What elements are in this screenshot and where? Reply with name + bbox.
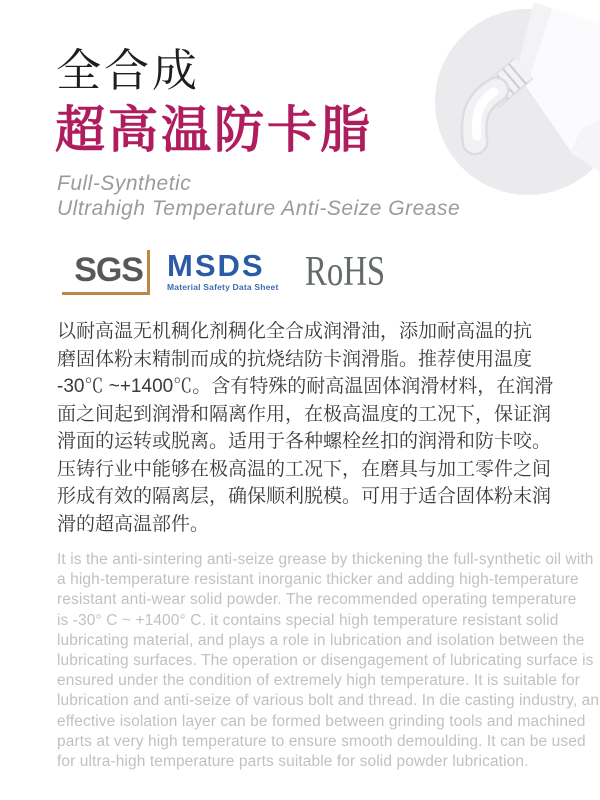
text-line: -30℃ ~+1400℃。含有特殊的耐高温固体润滑材料，在润滑 (57, 376, 554, 397)
product-subtitle-en-line2: Ultrahigh Temperature Anti-Seize Grease (57, 197, 461, 220)
sgs-logo (62, 252, 150, 295)
text-line: 面之间起到润滑和隔离作用，在极高温度的工况下，保证润 (57, 403, 552, 425)
text-line: 磨固体粉末精制而成的抗烧结防卡润滑脂。推荐使用温度 (57, 348, 533, 370)
text-line: effective isolation layer can be formed between grinding tools and machined (57, 712, 586, 730)
msds-logo (167, 250, 293, 292)
text-line: lubricating material, and plays a role in lubrication and isolation between the (57, 631, 585, 649)
text-line: 以耐高温无机稠化剂稠化全合成润滑油，添加耐高温的抗 (57, 321, 533, 342)
text-line: 形成有效的隔离层，确保顺利脱模。可用于适合固体粉末润 (57, 486, 552, 507)
text-line: 滑的超高温部件。 (57, 513, 210, 535)
text-line: for ultra-high temperature parts suitable for solid powder lubrication. (57, 753, 529, 771)
product-title-cn: 全合成 (56, 45, 201, 96)
text-line: 滑面的运转或脱离。适用于各种螺栓丝扣的润滑和防卡咬。 (57, 431, 552, 452)
text-line: lubrication and anti-seize of various bolt and thread. In die casting industry, an (57, 692, 600, 710)
text-line: lubricating surfaces. The operation or disengagement of lubricating surface is (57, 652, 594, 670)
text-line: It is the anti-sintering anti-seize grease by thickening the full-synthetic oil with (57, 551, 594, 568)
text-line: is -30° C ~ +1400° C. it contains special high temperature resistant solid (57, 611, 559, 629)
sgs-logo-underline (62, 292, 150, 295)
description-english (57, 550, 600, 772)
text-line: parts at very high temperature to ensure smooth demoulding. It can be used (57, 732, 586, 750)
text-line: resistant anti-wear solid powder. The recommended operating temperature (57, 591, 577, 609)
msds-logo-label: MSDS (167, 248, 265, 283)
text-line: 压铸行业中能够在极高温的工况下，在磨具与加工零件之间 (57, 458, 552, 480)
text-line: a high-temperature resistant inorganic thicker and adding high-temperature (57, 571, 579, 589)
description-chinese (57, 318, 554, 538)
rohs-logo: RoHS (305, 249, 386, 295)
msds-logo-sublabel: Material Safety Data Sheet (167, 282, 279, 292)
sgs-logo-label: SGS (74, 251, 143, 289)
product-subtitle-en-line1: Full-Synthetic (57, 172, 192, 195)
sgs-logo-vertical-line (147, 250, 150, 295)
product-title-cn-accent: 超高温防卡脂 (55, 102, 373, 158)
text-line: ensured under the condition of extremely high temperature. It is suitable for (57, 672, 580, 690)
